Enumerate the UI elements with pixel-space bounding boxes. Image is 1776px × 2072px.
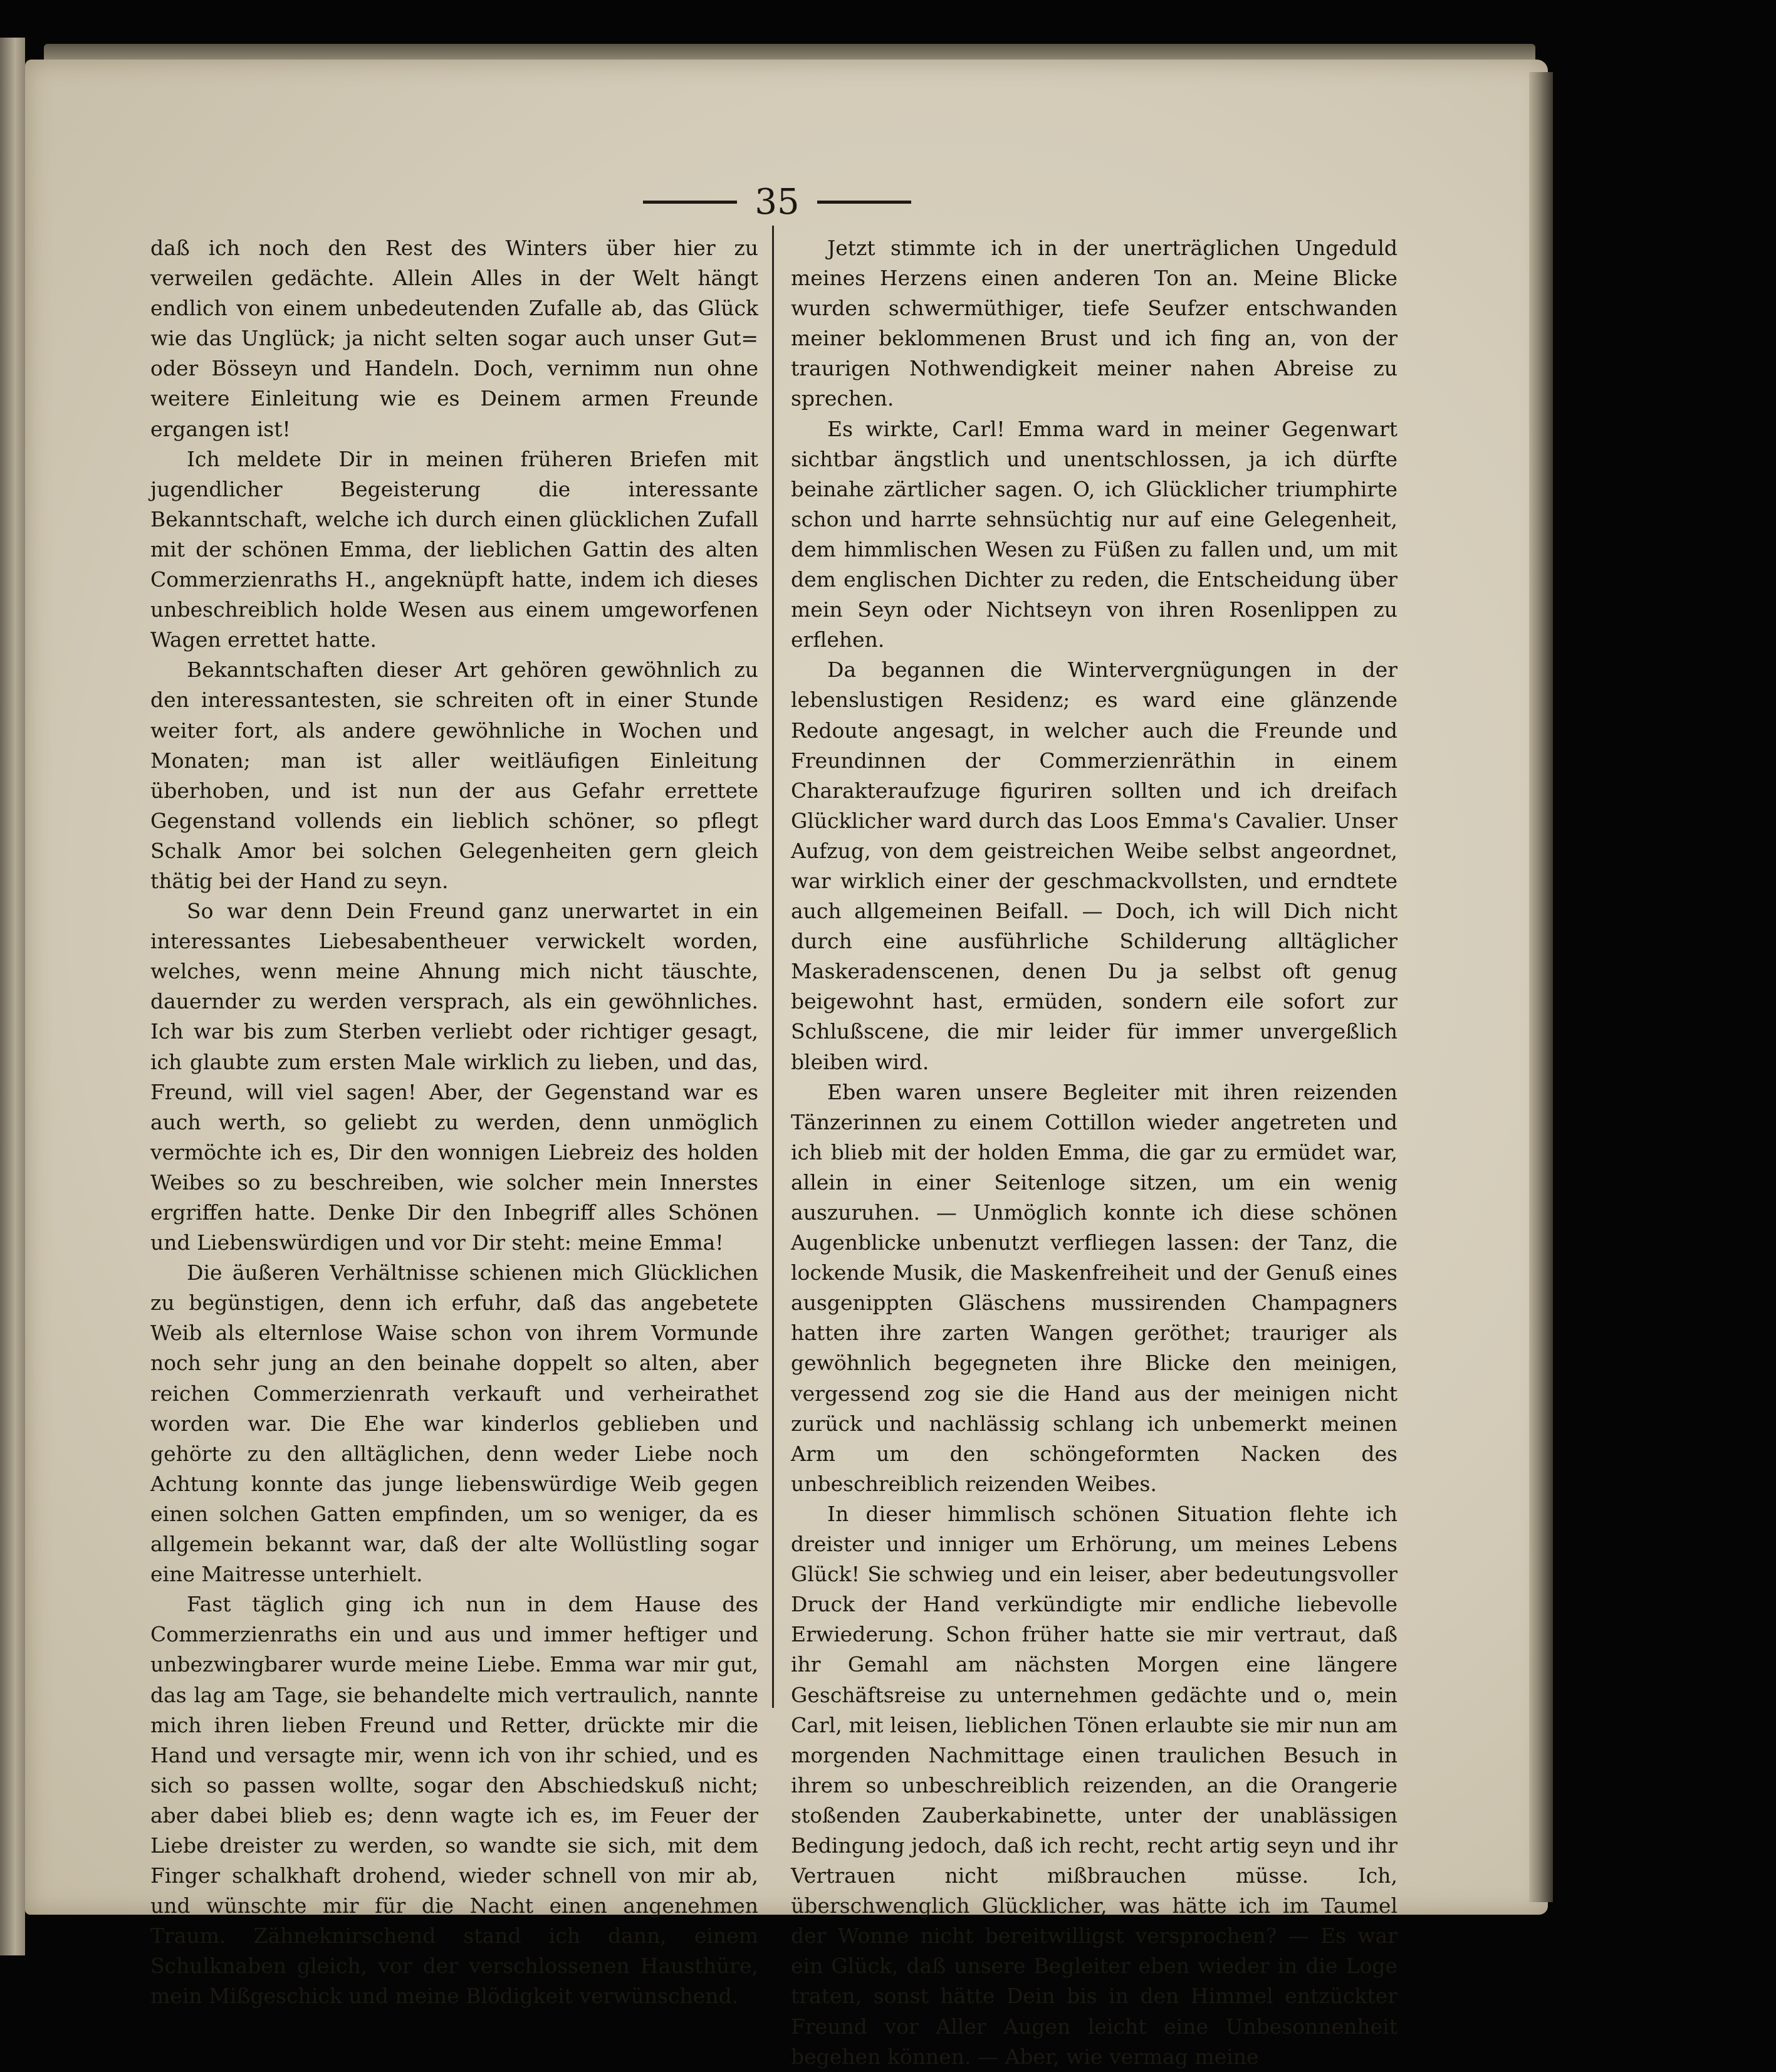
paragraph: Da begannen die Wintervergnügungen in der lebenslustigen Residenz; es ward eine glänzende Redoute angesagt, in welcher auch die Freunde und Freundinnen der Commerzienräthin in einem Charakteraufzuge figuriren sollten und ich dreifach Glücklicher ward durch das Loos Emma's Cavalier. Unser Aufzug, von dem geistreichen Weibe selbst angeordnet, war wirklich einer der geschmackvollsten, und erndtete auch allgemeinen Beifall. — Doch, ich will Dich nicht durch eine ausführliche Schilderung alltäglicher Maskeradenscenen, denen Du ja selbst oft genug beigewohnt hast, ermüden, sondern eile sofort zur Schlußscene, die mir leider für immer unvergeßlich bleiben wird. [791, 657, 1397, 1074]
header-rule-right [817, 201, 911, 204]
page-number: 35 [755, 181, 800, 222]
paragraph: So war denn Dein Freund ganz unerwartet in ein interessantes Liebesabentheuer verwickelt worden, welches, wenn meine Ahnung mich nicht täuschte, dauernder zu werden versprach, als ein gewöhnliches. Ich war bis zum Sterben verliebt oder richtiger gesagt, ich glaubte zum ersten Male wirklich zu lieben, und das, Freund, will viel sagen! Aber, der Gegenstand war es auch werth, so geliebt zu werden, denn unmöglich vermöchte ich es, Dir den wonnigen Liebreiz des holden Weibes so zu beschreiben, wie solcher mein Innerstes ergriffen hatte. Denke Dir den Inbegriff alles Schönen und Liebenswürdigen und vor Dir steht: meine Emma! [150, 899, 758, 1255]
adjacent-page-edge [0, 38, 25, 1955]
page-header [627, 177, 927, 227]
paragraph: Eben waren unsere Begleiter mit ihren reizenden Tänzerinnen zu einem Cottillon wieder angetreten und ich blieb mit der holden Emma, die gar zu ermüdet war, allein in einer Seitenloge sitzen, um ein wenig auszuruhen. — Unmöglich konnte ich diese schönen Augenblicke unbenutzt verfliegen lassen: der Tanz, die lockende Musik, die Maskenfreiheit und der Genuß eines ausgenippten Gläschens mussirenden Champagners hatten ihre zarten Wangen geröthet; trauriger als gewöhnlich begegneten ihre Blicke den meinigen, vergessend zog sie die Hand aus der meinigen nicht zurück und nachlässig schlang ich unbemerkt meinen Arm um den schöngeformten Nacken des unbeschreiblich reizenden Weibes. [791, 1079, 1397, 1496]
header-rule-left [643, 201, 737, 204]
paragraph: Die äußeren Verhältnisse schienen mich Glücklichen zu begünstigen, denn ich erfuhr, daß das angebetete Weib als elternlose Waise schon von ihrem Vormunde noch sehr jung an den beinahe doppelt so alten, aber reichen Commerzienrath verkauft und verheirathet worden war. Die Ehe war kinderlos geblieben und gehörte zu den alltäglichen, denn weder Liebe noch Achtung konnte das junge liebenswürdige Weib gegen einen solchen Gatten empfinden, um so weniger, da es allgemein bekannt war, daß der alte Wollüstling sogar eine Maitresse unterhielt. [150, 1260, 758, 1587]
paragraph: Fast täglich ging ich nun in dem Hause des Commerzienraths ein und aus und immer heftiger und unbezwingbarer wurde meine Liebe. Emma war mir gut, das lag am Tage, sie behandelte mich vertraulich, nannte mich ihren lieben Freund und Retter, drückte mir die Hand und versagte mir, wenn ich von ihr schied, und es sich so passen wollte, sogar den Abschiedskuß nicht; aber dabei blieb es; denn wagte ich es, im Feuer der Liebe dreister zu werden, so wandte sie sich, mit dem Finger schalkhaft drohend, wieder schnell von mir ab, und wünschte mir für die Nacht einen angenehmen Traum. Zähneknirschend stand ich dann, einem Schulknaben gleich, vor der verschlossenen Hausthüre, mein Mißgeschick und meine Blödigkeit verwünschend. [150, 1592, 758, 2009]
paragraph: Ich meldete Dir in meinen früheren Briefen mit jugendlicher Begeisterung die interessante Bekanntschaft, welche ich durch einen glücklichen Zufall mit der schönen Emma, der lieblichen Gattin des alten Commerzienraths H., angeknüpft hatte, indem ich dieses unbeschreiblich holde Wesen aus einem umgeworfenen Wagen errettet hatte. [150, 446, 758, 652]
right-column [791, 233, 1397, 2069]
paragraph: Bekanntschaften dieser Art gehören gewöhnlich zu den interessantesten, sie schreiten oft in einer Stunde weiter fort, als andere gewöhnliche in Wochen und Monaten; man ist aller weitläufigen Einleitung überhoben, und ist nun der aus Gefahr errettete Gegenstand vollends ein lieblich schöner, so pflegt Schalk Amor bei solchen Gelegenheiten gern gleich thätig bei der Hand zu seyn. [150, 657, 758, 893]
paragraph: daß ich noch den Rest des Winters über hier zu verweilen gedächte. Allein Alles in der Welt hängt endlich von einem unbedeutenden Zufalle ab, das Glück wie das Unglück; ja nicht selten sogar auch unser Gut= oder Bösseyn und Handeln. Doch, vernimm nun ohne weitere Einleitung wie es Deinem armen Freunde ergangen ist! [150, 236, 758, 441]
paragraph: Es wirkte, Carl! Emma ward in meiner Gegenwart sichtbar ängstlich und unentschlossen, ja ich dürfte beinahe zärtlicher sagen. O, ich Glücklicher triumphirte schon und harrte sehnsüchtig nur auf eine Gelegenheit, dem himmlischen Wesen zu Füßen zu fallen und, um mit dem englischen Dichter zu reden, die Entscheidung über mein Seyn oder Nichtseyn von ihren Rosenlippen zu erflehen. [791, 416, 1397, 652]
paragraph: In dieser himmlisch schönen Situation flehte ich dreister und inniger um Erhörung, um meines Lebens Glück! Sie schwieg und ein leiser, aber bedeutungsvoller Druck der Hand verkündigte mir endliche liebevolle Erwiederung. Schon früher hatte sie mir vertraut, daß ihr Gemahl am nächsten Morgen eine längere Geschäftsreise zu unternehmen gedächte und o, mein Carl, mit leisen, lieblichen Tönen erlaubte sie mir nun am morgenden Nachmittage einen traulichen Besuch in ihrem so unbeschreiblich reizenden, an die Orangerie stoßenden Zauberkabinette, unter der unablässigen Bedingung jedoch, daß ich recht, recht artig seyn und ihr Vertrauen nicht mißbrauchen müsse. Ich, überschwenglich Glücklicher, was hätte ich im Taumel der Wonne nicht bereitwilligst versprochen? — Es war ein Glück, daß unsere Begleiter eben wieder in die Loge traten, sonst hätte Dein bis in den Himmel entzückter Freund vor Aller Augen leicht eine Unbesonnenheit begehen können. — Aber, wie vermag meine [791, 1501, 1397, 2069]
column-divider [772, 226, 774, 1708]
page-right-edge [1529, 72, 1553, 1902]
paragraph: Jetzt stimmte ich in der unerträglichen Ungeduld meines Herzens einen anderen Ton an. Meine Blicke wurden schwermüthiger, tiefe Seufzer entschwanden meiner beklommenen Brust und ich fing an, von der traurigen Nothwendigkeit meiner nahen Abreise zu sprechen. [791, 236, 1397, 411]
left-column [150, 233, 758, 2009]
